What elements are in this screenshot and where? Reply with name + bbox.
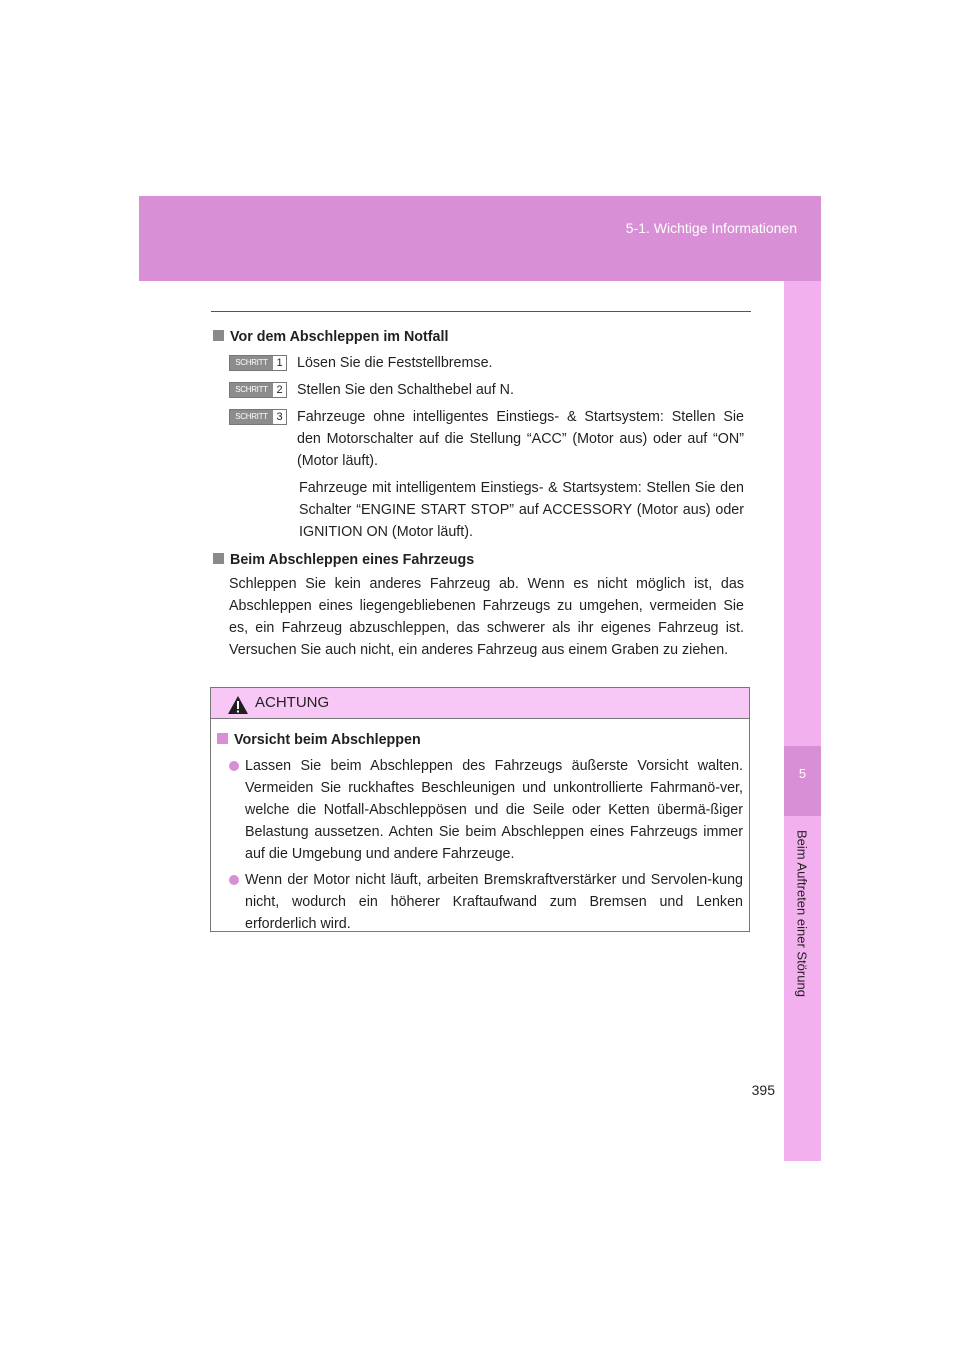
section-title: 5-1. Wichtige Informationen [625,220,797,236]
chapter-number: 5 [798,766,807,781]
step-badge: SCHRITT 1 [229,355,287,371]
square-bullet-icon [217,733,228,744]
step-badge: SCHRITT 2 [229,382,287,398]
step-text: Lösen Sie die Feststellbremse. [297,355,493,371]
step-badge: SCHRITT 3 [229,409,287,425]
step-text: Fahrzeuge ohne intelligentes Einstiegs- & Startsystem: Stellen Sie den Motorschalter auf die Stellung “ACC” (Motor aus) oder auf “ON” (Motor läuft). [297,409,744,469]
page-number: 395 [751,1082,775,1098]
section-heading: Vor dem Abschleppen im Notfall [211,326,744,348]
list-item: Wenn der Motor nicht läuft, arbeiten Bremskraftverstärker und Servolen-kung nicht, wodurch ein höherer Kraftaufwand zum Bremsen und Lenken erforderlich wird. [229,869,743,935]
warning-box [210,687,750,932]
divider [211,311,751,312]
chapter-tab [784,746,821,816]
step-text: Stellen Sie den Schalthebel auf N. [297,382,514,398]
body-paragraph: Schleppen Sie kein anderes Fahrzeug ab. Wenn es nicht möglich ist, das Abschleppen eines liegengebliebenen Fahrzeugs zu umgehen, vermeiden Sie es, ein Fahrzeug abzuschleppen, das schwerer als ihr eigenes Fahrzeug ist. Versuchen Sie auch nicht, ein anderes Fahrzeug aus einem Graben zu ziehen. [229,576,744,658]
header-band [139,196,821,281]
chapter-title: Beim Auftreten einer Störung [794,830,810,997]
warning-triangle-icon [227,695,249,715]
warning-header [211,688,749,719]
round-bullet-icon [229,761,239,771]
square-bullet-icon [213,553,224,564]
step-item [211,379,744,401]
side-tab [784,281,821,1161]
list-item: Lassen Sie beim Abschleppen des Fahrzeugs äußerste Vorsicht walten. Vermeiden Sie ruckhaftes Beschleunigen und unkontrollierte Fahrmanö-ver, welche die Notfall-Abschleppösen und die Seile oder Ketten übermä-ßiger Belastung aussetzen. Achten Sie beim Abschleppen eines Fahrzeugs immer auf die Umgebung und andere Fahrzeuge. [229,755,743,865]
warning-heading: Vorsicht beim Abschleppen [215,729,743,751]
main-content [211,326,744,661]
step-note: Fahrzeuge mit intelligentem Einstiegs- & Startsystem: Stellen Sie den Schalter “ENGINE START STOP” auf ACCESSORY (Motor aus) oder IGNITION ON (Motor läuft). [299,480,744,540]
step-list [211,352,744,543]
step-item [211,406,744,472]
round-bullet-icon [229,875,239,885]
step-item [211,352,744,374]
warning-title: ACHTUNG [255,694,330,711]
warning-body [211,719,749,935]
section-heading: Beim Abschleppen eines Fahrzeugs [211,549,744,571]
square-bullet-icon [213,330,224,341]
